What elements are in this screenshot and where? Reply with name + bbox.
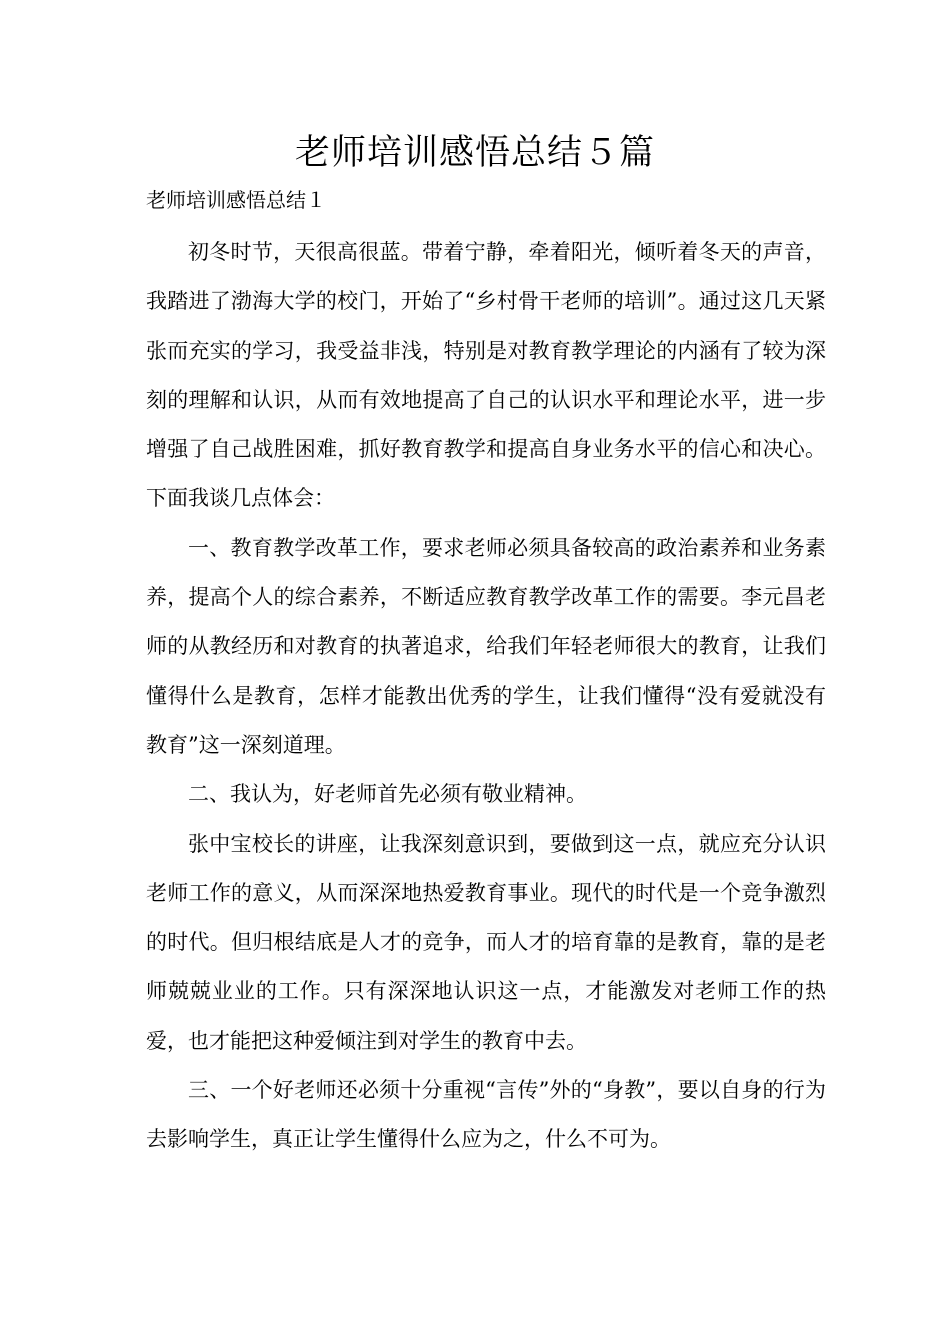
paragraph-point-two: 二、我认为，好老师首先必须有敬业精神。 (188, 782, 587, 807)
paragraph-intro: 初冬时节，天很高很蓝。带着宁静，牵着阳光，倾听着冬天的声音，我踏进了渤海大学的校门，开始了“乡村骨干老师的培训”。通过这几天紧张而充实的学习，我受益非浅，特别是对教育教学理论的内涵有了较为深刻的理解和认识，从而有效地提高了自己的认识水平和理论水平，进一步增强了自己战胜困难，抓好教育教学和提高自身业务水平的信心和决心。下面我谈几点体会： (146, 240, 826, 511)
section-heading: 老师培训感悟总结１ (146, 188, 326, 212)
paragraph-point-one: 一、教育教学改革工作，要求老师必须具备较高的政治素养和业务素养，提高个人的综合素养，不断适应教育教学改革工作的需要。李元昌老师的从教经历和对教育的执著追求，给我们年轻老师很大的教育，让我们懂得什么是教育，怎样才能教出优秀的学生，让我们懂得“没有爱就没有教育”这一深刻道理。 (146, 535, 826, 757)
paragraph-point-three: 三、一个好老师还必须十分重视“言传”外的“身教”，要以自身的行为去影响学生，真正让学生懂得什么应为之，什么不可为。 (146, 1078, 826, 1152)
document-title: 老师培训感悟总结５篇 (294, 133, 655, 173)
document-body (146, 228, 826, 1165)
paragraph-point-two-detail: 张中宝校长的讲座，让我深刻意识到，要做到这一点，就应充分认识老师工作的意义，从而深深地热爱教育事业。现代的时代是一个竞争激烈的时代。但归根结底是人才的竞争，而人才的培育靠的是教育，靠的是老师兢兢业业的工作。只有深深地认识这一点，才能激发对老师工作的热爱，也才能把这种爱倾注到对学生的教育中去。 (146, 831, 826, 1053)
